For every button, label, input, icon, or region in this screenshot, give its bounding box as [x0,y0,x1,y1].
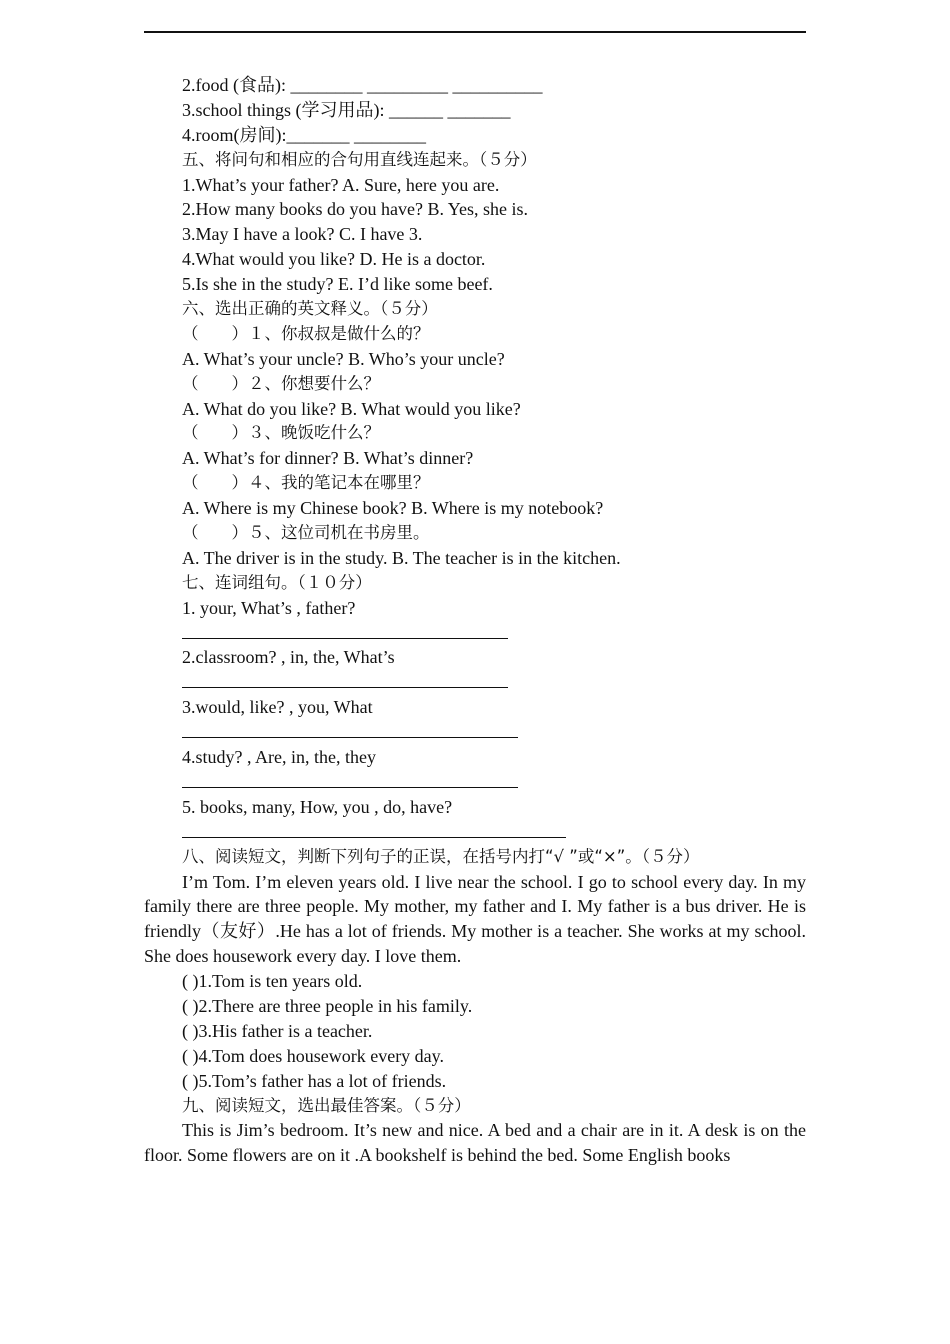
answer-line[interactable] [144,621,806,646]
section7-item: 4.study? , Are, in, the, they [182,747,376,768]
section6-options: A. The driver is in the study. B. The teacher is in the kitchen. [182,547,621,568]
section6-options: A. What’s your uncle? B. Who’s your uncle? [182,348,505,369]
section7-heading: 七、连词组句。（１０分） [182,572,372,592]
section6-options: A. What do you like? B. What would you like? [182,398,521,419]
answer-line[interactable] [144,720,806,745]
section6-heading: 六、选出正确的英文释义。（５分） [182,299,438,319]
section5-item: 5.Is she in the study? E. I’d like some beef. [182,274,493,295]
section5-item: 4.What would you like? D. He is a doctor. [182,249,486,270]
answer-line[interactable] [144,670,806,695]
section5-item: 1.What’s your father? A. Sure, here you are. [182,174,500,195]
section5-item: 3.May I have a look? C. I have 3. [182,224,423,245]
section8-heading: 八、阅读短文，判断下列句子的正误，在括号内打“√ ”或“×”。（５分） [182,846,700,866]
section6-options: A. Where is my Chinese book? B. Where is my notebook? [182,498,604,519]
section5-item: 2.How many books do you have? B. Yes, she is. [182,199,528,220]
section4-item: 2.food (食品): ________ _________ __________ [182,75,543,95]
section6-question: （ ）４、我的笔记本在哪里？ [182,473,430,493]
section8-item: ( )5.Tom’s father has a lot of friends. [182,1070,447,1091]
section8-item: ( )3.His father is a teacher. [182,1020,373,1041]
section8-item: ( )1.Tom is ten years old. [182,971,363,992]
section9-passage: This is Jim’s bedroom. It’s new and nice. A bed and a chair are in it. A desk is on the floor. Some flowers are on it .A bookshelf is behind the bed. Some English books [144,1120,806,1166]
section8-item: ( )2.There are three people in his family. [182,996,473,1017]
section8-item: ( )4.Tom does housework every day. [182,1045,445,1066]
answer-line[interactable] [144,770,806,795]
section4-item: 4.room(房间):_______ ________ [182,124,426,145]
section9-heading: 九、阅读短文，选出最佳答案。（５分） [182,1095,471,1115]
section4-item: 3.school things (学习用品): ______ _______ [182,99,511,120]
section6-question: （ ）１、你叔叔是做什么的？ [182,323,430,343]
header-rule [144,31,806,33]
section6-question: （ ）３、晚饭吃什么？ [182,423,380,443]
section7-item: 3.would, like? , you, What [182,697,373,718]
section5-heading: 五、将问句和相应的合句用直线连起来。（５分） [182,149,537,169]
answer-line[interactable] [144,820,806,845]
section6-options: A. What’s for dinner? B. What’s dinner? [182,448,474,469]
section6-question: （ ）５、这位司机在书房里。 [182,523,430,543]
section7-item: 2.classroom? , in, the, What’s [182,647,395,668]
section6-question: （ ）２、你想要什么？ [182,373,380,393]
section7-item: 1. your, What’s , father? [182,597,356,618]
section8-passage: I’m Tom. I’m eleven years old. I live near the school. I go to school every day. In my family there are three people. My mother, my father and I. My father is a bus driver. He is friendly（友好）.He has a lot of friends. My mother is a teacher. She works at my school. She does housework every day. I love them. [144,871,806,967]
section7-item: 5. books, many, How, you , do, have? [182,796,453,817]
worksheet-page [144,73,806,1168]
